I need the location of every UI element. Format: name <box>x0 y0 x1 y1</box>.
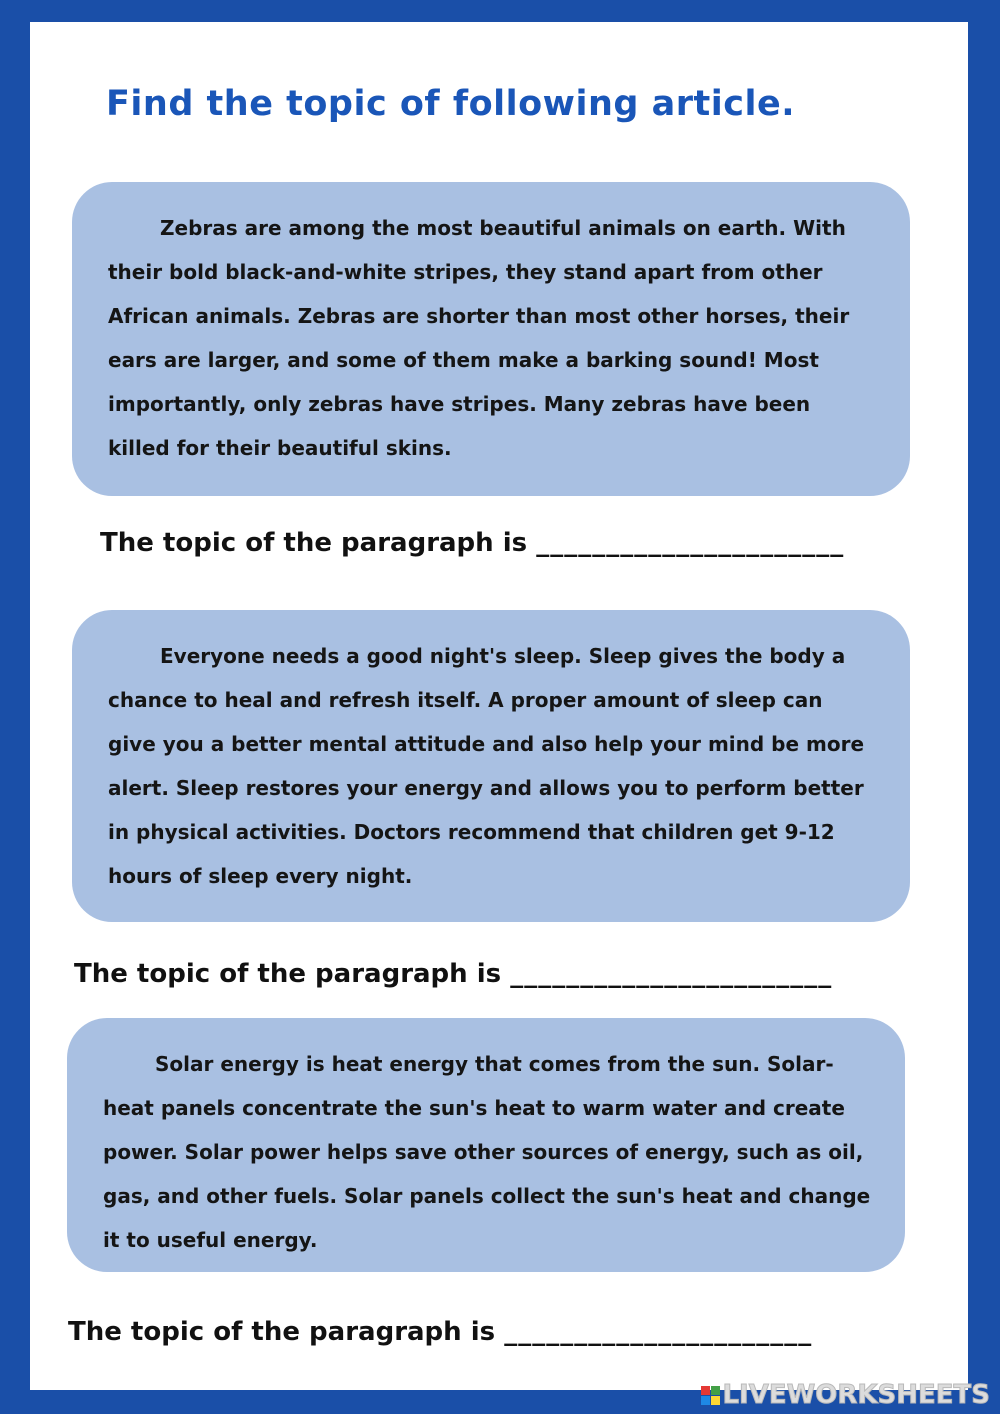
answer-blank[interactable]: _______________________ <box>510 959 833 989</box>
logo-block-red <box>701 1386 710 1395</box>
topic-prompt <box>68 1317 812 1347</box>
topic-prompt <box>74 959 832 989</box>
topic-prompt-label: The topic of the paragraph is <box>74 959 502 989</box>
logo-block-green <box>711 1386 720 1395</box>
logo-block-blue <box>701 1396 710 1405</box>
watermark-text: LIVEWORKSHEETS <box>722 1380 990 1410</box>
liveworksheets-logo-icon <box>701 1386 720 1405</box>
article-text: Zebras are among the most beautiful animals on earth. With their bold black-and-white stripes, they stand apart from other African animals. Zebras are shorter than most other horses, their ears are larger, and some of them make a barking sound! Most importantly, only zebras have stripes. Many zebras have been killed for their beautiful skins. <box>108 216 850 460</box>
logo-block-yellow <box>711 1396 720 1405</box>
topic-prompt <box>100 528 844 558</box>
article-box-sleep <box>72 610 910 922</box>
worksheet-title: Find the topic of following article. <box>106 84 796 124</box>
answer-blank[interactable]: ______________________ <box>504 1317 813 1347</box>
worksheet-page <box>30 22 968 1390</box>
answer-blank[interactable]: ______________________ <box>536 528 845 558</box>
article-box-solar <box>67 1018 905 1272</box>
topic-prompt-label: The topic of the paragraph is <box>68 1317 496 1347</box>
article-text: Solar energy is heat energy that comes from the sun. Solar-heat panels concentrate the sun's heat to warm water and create power. Solar power helps save other sources of energy, such as oil, gas, and other fuels. Solar panels collect the sun's heat and change it to useful energy. <box>103 1052 871 1252</box>
article-text: Everyone needs a good night's sleep. Sleep gives the body a chance to heal and refresh itself. A proper amount of sleep can give you a better mental attitude and also help your mind be more alert. Sleep restores your energy and allows you to perform better in physical activities. Doctors recommend that children get 9-12 hours of sleep every night. <box>108 644 865 888</box>
liveworksheets-watermark <box>701 1380 990 1410</box>
topic-prompt-label: The topic of the paragraph is <box>100 528 528 558</box>
article-box-zebras <box>72 182 910 496</box>
